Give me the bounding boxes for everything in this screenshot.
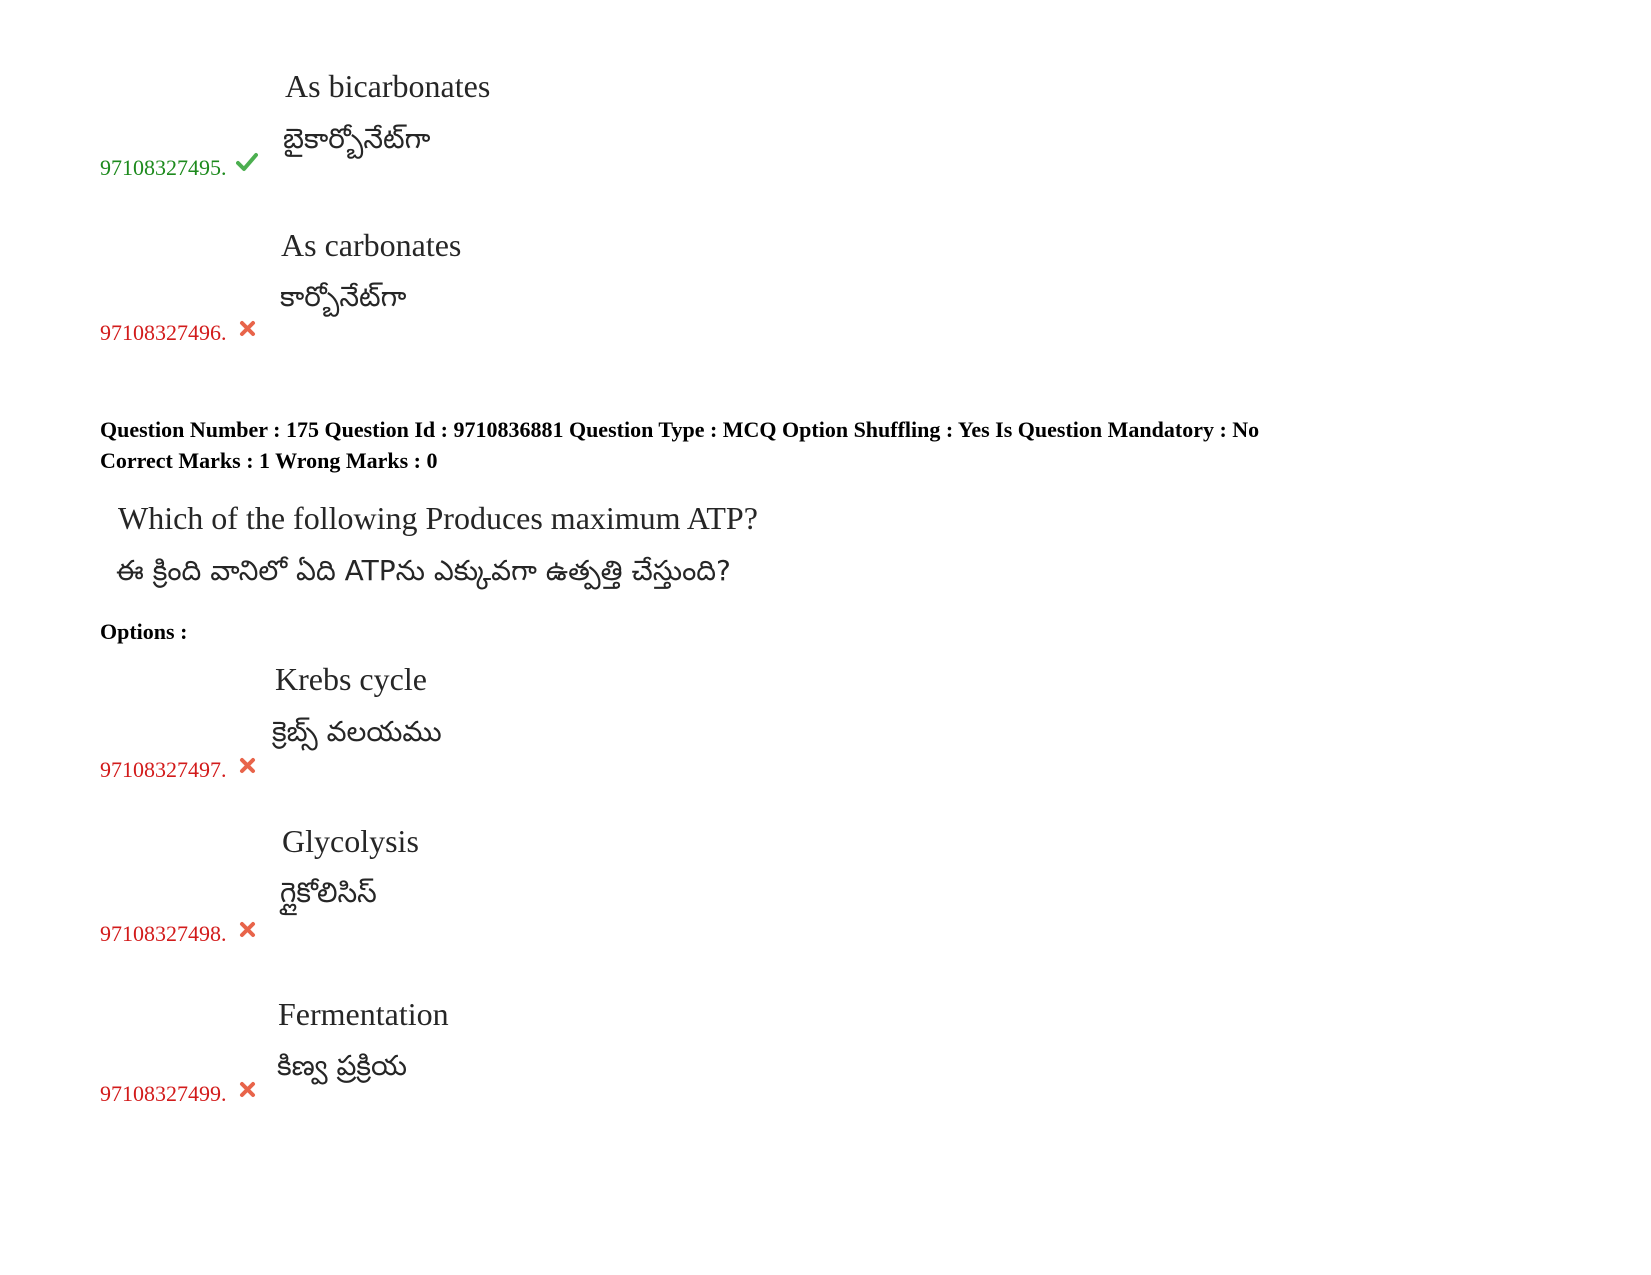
option-text-en: Krebs cycle [275,661,427,697]
cross-icon [237,756,259,776]
cross-icon [237,920,259,940]
option-id: 97108327498. [100,921,227,946]
option-text-en: Fermentation [278,996,449,1032]
option-text-en: Glycolysis [282,823,419,859]
option-text-en: As carbonates [281,227,462,263]
option-text-te: కార్బోనేట్‌గా [280,280,407,313]
cross-icon [237,319,259,339]
option-id: 97108327495. [100,155,227,180]
cross-icon [237,1080,259,1100]
question-marks: Correct Marks : 1 Wrong Marks : 0 [100,448,438,473]
option-id: 97108327499. [100,1081,227,1106]
question-text-en: Which of the following Produces maximum ATP? [118,500,758,536]
option-text-te: గ్లైకోలిసిస్ [280,876,377,909]
question-meta: Question Number : 175 Question Id : 9710836881 Question Type : MCQ Option Shuffling : Yes Is Question Mandatory : No [100,417,1260,442]
option-text-te: క్రెబ్స్ వలయము [272,715,442,748]
check-icon [236,152,258,172]
option-id: 97108327496. [100,320,227,345]
option-text-te: కిణ్వ ప్రక్రియ [277,1049,408,1082]
question-text-te: ఈ క్రింది వానిలో ఏది ATPను ఎక్కువగా ఉత్పత్తి చేస్తుంది? [116,554,731,587]
options-label: Options : [100,619,188,644]
option-id: 97108327497. [100,757,227,782]
option-text-en: As bicarbonates [285,68,491,104]
option-text-te: బైకార్బోనేట్‌గా [283,122,431,155]
